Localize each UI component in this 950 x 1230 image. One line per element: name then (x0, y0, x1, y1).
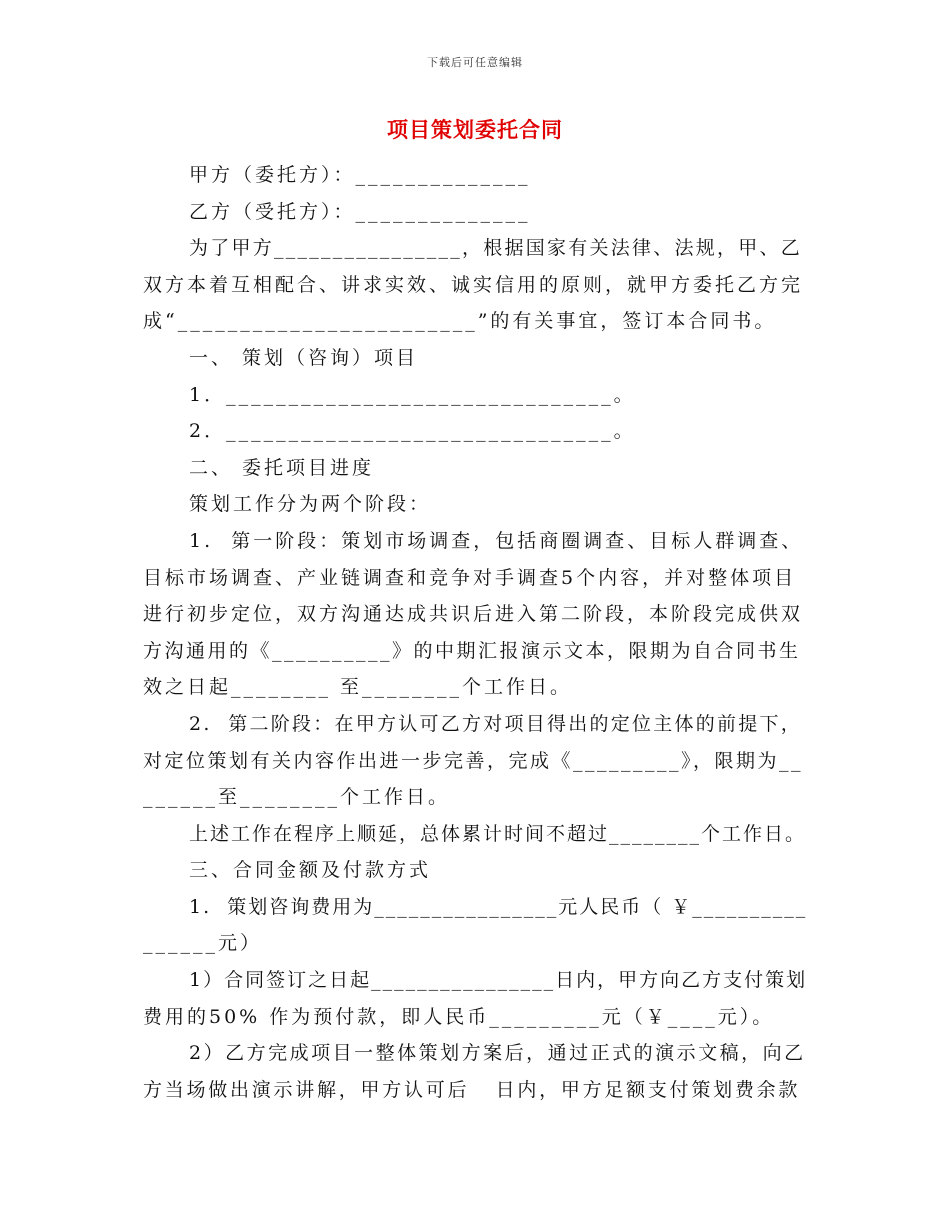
document-title: 项目策划委托合同 (387, 117, 563, 142)
paragraph-line: 2）乙方完成项目一整体策划方案后，通过正式的演示文稿，向乙 (189, 1042, 806, 1065)
paragraph-line: ______至________个工作日。 (143, 786, 451, 809)
document-body (143, 157, 807, 1108)
header-note: 下载后可任意编辑 (427, 56, 523, 69)
paragraph-line: 效之日起________ 至________个工作日。 (143, 676, 573, 699)
paragraph-line: 1. 第一阶段：策划市场调查，包括商圈调查、目标人群调查、 (189, 529, 804, 552)
paragraph-line: 进行初步定位，双方沟通达成共识后进入第二阶段，本阶段完成供双 (143, 603, 804, 626)
paragraph-line: 三、合同金额及付款方式 (189, 859, 432, 882)
paragraph-line: 二、 委托项目进度 (189, 456, 375, 479)
paragraph-line: 对定位策划有关内容作出进一步完善，完成《_________》，限期为__ (143, 749, 804, 772)
paragraph-line: 方沟通用的《__________》的中期汇报演示文本，限期为自合同书生 (143, 639, 801, 662)
paragraph-line: 2．_______________________________。 (189, 420, 636, 443)
paragraph-line: 成“________________________”的有关事宜，签订本合同书。 (143, 310, 777, 333)
paragraph-line: 乙方（受托方）：______________ (189, 200, 531, 223)
paragraph-line: 2. 第二阶段：在甲方认可乙方对项目得出的定位主体的前提下， (189, 712, 802, 735)
paragraph-line: 策划工作分为两个阶段： (189, 493, 432, 516)
paragraph-line: 1）合同签订之日起________________日内，甲方向乙方支付策划 (189, 969, 808, 992)
paragraph-line: ______元） (143, 932, 263, 955)
paragraph-line: 双方本着互相配合、讲求实效、诚实信用的原则，就甲方委托乙方完 (143, 273, 804, 296)
paragraph-line: 方当场做出演示讲解，甲方认可后 日内，甲方足额支付策划费余款 (143, 1078, 801, 1101)
paragraph-line: 1. 策划咨询费用为________________元人民币（ ￥__________ (189, 895, 808, 918)
paragraph-line: 为了甲方________________，根据国家有关法律、法规，甲、乙 (189, 237, 803, 260)
paragraph-line: 上述工作在程序上顺延，总体累计时间不超过________个工作日。 (189, 822, 807, 845)
paragraph-line: 一、 策划（咨询）项目 (189, 346, 419, 369)
paragraph-line: 目标市场调查、产业链调查和竞争对手调查5个内容，并对整体项目 (143, 566, 797, 589)
paragraph-line: 甲方（委托方）：______________ (189, 164, 531, 186)
paragraph-line: 1．_______________________________。 (189, 383, 636, 406)
paragraph-line: 费用的50% 作为预付款，即人民币_________元（￥____元）。 (143, 1005, 775, 1028)
